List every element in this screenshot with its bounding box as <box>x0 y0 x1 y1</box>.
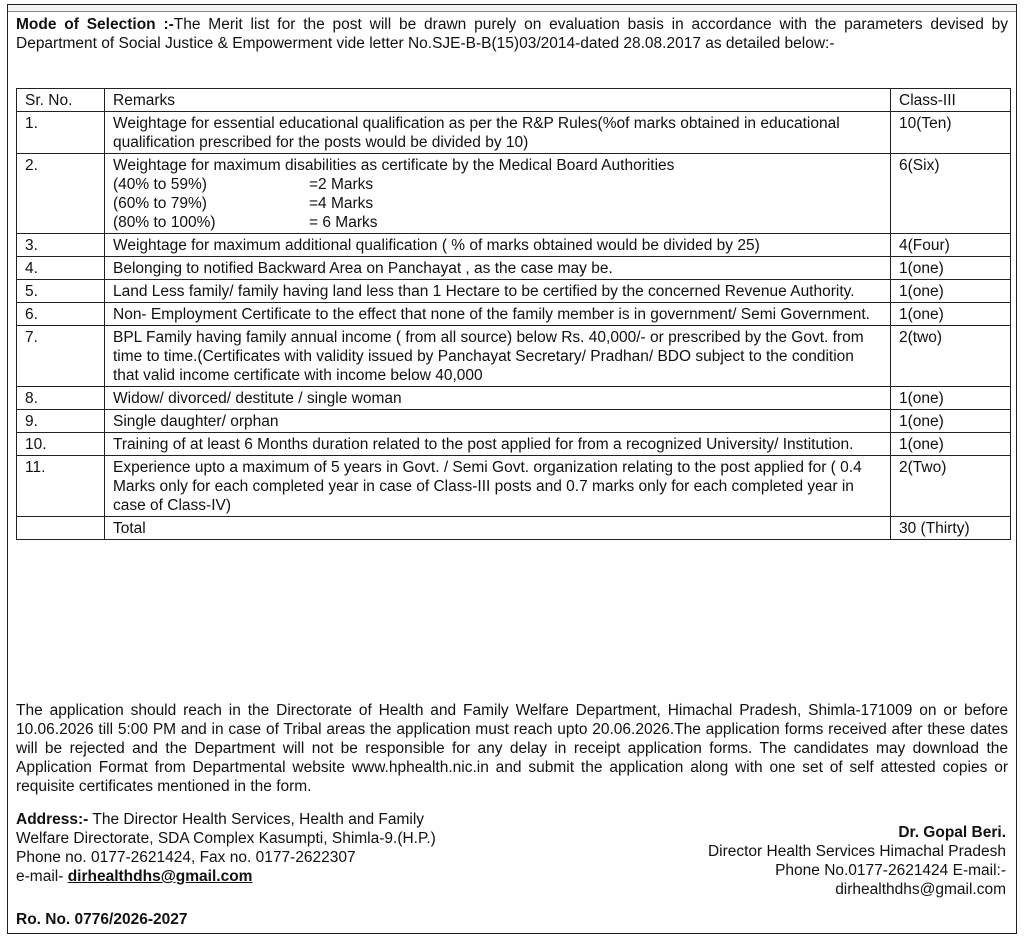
row-remark: Land Less family/ family having land less than 1 Hectare to be certified by the concerned Revenue Authority. <box>105 280 891 303</box>
total-label: Total <box>105 517 891 540</box>
row-marks: 1(one) <box>891 387 1011 410</box>
row-sr: 5. <box>17 280 105 303</box>
address-block <box>16 810 616 886</box>
table-row <box>17 154 1011 234</box>
table-row <box>17 234 1011 257</box>
row-sr: 7. <box>17 326 105 387</box>
signatory-email: dirhealthdhs@gmail.com <box>835 881 1006 898</box>
address-phone: Phone no. 0177-2621424, Fax no. 0177-2622307 <box>16 849 356 866</box>
table-row <box>17 280 1011 303</box>
row-remark: BPL Family having family annual income ( from all source) below Rs. 40,000/- or prescribed by the Govt. from time to time.(Certificates with validity issued by Panchayat Secretary/ Pradhan/ BDO subject to the condition that valid income certificate with income below 40,000 <box>105 326 891 387</box>
table-row <box>17 387 1011 410</box>
ro-number: Ro. No. 0776/2026-2027 <box>16 911 188 928</box>
table-row <box>17 257 1011 280</box>
row-marks: 10(Ten) <box>891 112 1011 154</box>
header-remarks: Remarks <box>105 89 891 112</box>
row-sr: 11. <box>17 456 105 517</box>
disability-range: (40% to 59%) <box>113 176 207 193</box>
table-row <box>17 303 1011 326</box>
mode-of-selection-intro <box>16 15 1008 53</box>
row-sr: 3. <box>17 234 105 257</box>
row-marks: 6(Six) <box>891 154 1011 234</box>
row-remark: Single daughter/ orphan <box>105 410 891 433</box>
row-remark-cell <box>105 154 891 234</box>
row-marks: 2(two) <box>891 326 1011 387</box>
row-remark: Belonging to notified Backward Area on Panchayat , as the case may be. <box>105 257 891 280</box>
table-row <box>17 326 1011 387</box>
email-label: e-mail- <box>16 868 64 885</box>
header-class-iii: Class-III <box>891 89 1011 112</box>
address-email-line <box>16 867 616 886</box>
row-sr: 9. <box>17 410 105 433</box>
signatory-designation: Director Health Services Himachal Pradesh <box>707 843 1006 860</box>
notice-page <box>7 4 1017 934</box>
row-remark: Weightage for maximum disabilities as certificate by the Medical Board Authorities <box>113 157 675 174</box>
row-remark: Widow/ divorced/ destitute / single woman <box>105 387 891 410</box>
address-line-1 <box>16 810 616 829</box>
row-remark: Training of at least 6 Months duration related to the post applied for from a recognized University/ Institution. <box>105 433 891 456</box>
signatory-phone: Phone No.0177-2621424 E-mail:- <box>775 862 1006 879</box>
disability-range-row <box>113 175 882 194</box>
address-text: The Director Health Services, Health and Family <box>92 811 425 828</box>
row-marks: 1(one) <box>891 433 1011 456</box>
signature-block <box>708 823 1006 899</box>
table-row <box>17 456 1011 517</box>
merit-marks-table <box>16 88 1011 540</box>
row-marks: 1(one) <box>891 410 1011 433</box>
row-sr: 4. <box>17 257 105 280</box>
row-marks: 1(one) <box>891 280 1011 303</box>
row-sr: 10. <box>17 433 105 456</box>
disability-marks: =4 Marks <box>309 195 374 212</box>
table-row <box>17 433 1011 456</box>
total-value: 30 (Thirty) <box>891 517 1011 540</box>
email-link[interactable]: dirhealthdhs@gmail.com <box>67 868 253 885</box>
address-label: Address:- <box>16 811 89 828</box>
row-remark: Weightage for essential educational qualification as per the R&P Rules(%of marks obtained in educational qualification prescribed for the posts would be divided by 10) <box>105 112 891 154</box>
address-line-2: Welfare Directorate, SDA Complex Kasumpti, Shimla-9.(H.P.) <box>16 830 436 847</box>
disability-range: (60% to 79%) <box>113 195 207 212</box>
table-row <box>17 410 1011 433</box>
row-marks: 1(one) <box>891 257 1011 280</box>
intro-label: Mode of Selection :- <box>16 16 174 33</box>
row-sr: 1. <box>17 112 105 154</box>
disability-marks: =2 Marks <box>309 176 374 193</box>
row-remark: Experience upto a maximum of 5 years in Govt. / Semi Govt. organization relating to the post applied for ( 0.4 Marks only for each completed year in case of Class-III posts and 0.7 marks only for each completed year in case of Class-IV) <box>105 456 891 517</box>
row-remark: Weightage for maximum additional qualification ( % of marks obtained would be divided by 25) <box>105 234 891 257</box>
row-marks: 1(one) <box>891 303 1011 326</box>
row-remark: Non- Employment Certificate to the effect that none of the family member is in government/ Semi Government. <box>105 303 891 326</box>
table-row <box>17 112 1011 154</box>
total-sr-empty <box>17 517 105 540</box>
application-instructions: The application should reach in the Directorate of Health and Family Welfare Department, Himachal Pradesh, Shimla-171009 on or before 10.06.2026 till 5:00 PM and in case of Tribal areas the application must reach upto 20.06.2026.The application forms received after these dates will be rejected and the Department will not be responsible for any delay in receipt application forms. The candidates may download the Application Format from Departmental website www.hphealth.nic.in and submit the application along with one set of self attested copies or requisite certificates mentioned in the form. <box>16 702 1008 795</box>
table-header-row <box>17 89 1011 112</box>
cropped-top-strip <box>8 5 1016 12</box>
signatory-name: Dr. Gopal Beri. <box>898 824 1006 841</box>
header-sr-no: Sr. No. <box>17 89 105 112</box>
row-marks: 2(Two) <box>891 456 1011 517</box>
total-row <box>17 517 1011 540</box>
intro-text: The Merit list for the post will be drawn purely on evaluation basis in accordance with the parameters devised by Department of Social Justice & Empowerment vide letter No.SJE-B-B(15)03/2014-dated 28.08.2017 as detailed below:- <box>16 16 1008 52</box>
row-sr: 8. <box>17 387 105 410</box>
disability-range: (80% to 100%) <box>113 214 216 231</box>
row-sr: 2. <box>17 154 105 234</box>
disability-marks: = 6 Marks <box>309 214 378 231</box>
row-marks: 4(Four) <box>891 234 1011 257</box>
disability-range-row <box>113 194 882 213</box>
row-sr: 6. <box>17 303 105 326</box>
disability-range-row <box>113 213 882 232</box>
